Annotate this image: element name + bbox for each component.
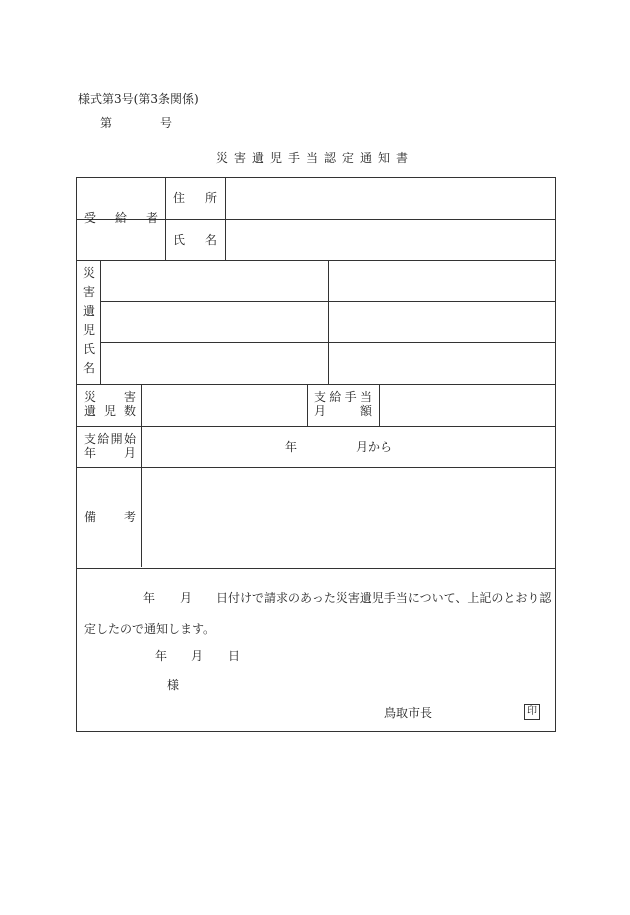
date-day: 日 — [228, 649, 241, 663]
rule — [100, 260, 101, 384]
label-char: 考 — [123, 510, 136, 524]
label-char: 氏 — [173, 233, 186, 247]
notice-month: 月 — [180, 591, 193, 605]
label-char: 備 — [84, 510, 97, 524]
start-year-suffix: 年 — [285, 440, 298, 454]
payment-start-label — [84, 432, 136, 460]
rule — [77, 426, 555, 427]
label-char: 受 — [84, 211, 97, 225]
rule — [225, 178, 226, 260]
start-month-suffix: 月から — [356, 440, 393, 454]
label-char: 額 — [359, 404, 372, 418]
number-suffix: 号 — [160, 116, 173, 130]
date-year: 年 — [155, 649, 168, 663]
label-char: 数 — [123, 404, 136, 418]
name-label — [173, 233, 217, 247]
document-title: 災害遺児手当認定通知書 — [215, 151, 414, 165]
form-number-label: 様式第3号(第3条関係) — [78, 92, 199, 106]
number-prefix: 第 — [100, 116, 113, 130]
date-month: 月 — [191, 649, 204, 663]
label-char: 住 — [173, 191, 186, 205]
label-char: 支 — [84, 432, 97, 446]
label-char: 名 — [204, 233, 217, 247]
label-char: 始 — [123, 432, 136, 446]
label-char: 所 — [204, 191, 217, 205]
label-char: 手 — [344, 390, 357, 404]
label-char: 月 — [123, 446, 136, 460]
label-char: 遺 — [84, 404, 97, 418]
recipient-label — [84, 211, 158, 225]
label-char: 給 — [97, 432, 110, 446]
rule — [77, 467, 555, 468]
label-char: 名 — [82, 361, 95, 375]
notice-year: 年 — [143, 591, 156, 605]
seal-mark: 印 — [524, 704, 540, 720]
notice-line2-text: 定したので通知します。 — [84, 622, 216, 636]
rule — [77, 384, 555, 385]
rule — [77, 568, 555, 569]
label-char: 災 — [84, 390, 97, 404]
monthly-amount-label — [314, 390, 372, 418]
orphan-count-label — [84, 390, 136, 418]
label-char: 児 — [103, 404, 116, 418]
notice-line1-text: 日付けで請求のあった災害遺児手当について、上記のとおり認 — [216, 591, 552, 605]
label-char: 月 — [314, 404, 327, 418]
rule — [307, 384, 308, 426]
label-char: 支 — [314, 390, 327, 404]
rule — [77, 260, 555, 261]
label-char: 遺 — [82, 304, 95, 318]
rule — [379, 384, 380, 426]
label-char: 児 — [82, 323, 95, 337]
rule — [141, 384, 142, 567]
notice-form-table — [76, 177, 556, 732]
address-label — [173, 191, 217, 205]
label-char: 害 — [82, 285, 95, 299]
addressee-suffix: 様 — [167, 678, 180, 692]
rule — [165, 219, 555, 220]
label-char: 者 — [145, 211, 158, 225]
orphan-names-label — [82, 264, 96, 378]
label-char: 開 — [110, 432, 123, 446]
rule — [165, 178, 166, 260]
issuer-name: 鳥取市長 — [384, 706, 433, 720]
label-char: 氏 — [82, 342, 95, 356]
label-char: 災 — [82, 266, 95, 280]
label-char: 給 — [114, 211, 127, 225]
rule — [328, 260, 329, 384]
label-char: 当 — [359, 390, 372, 404]
remarks-label — [84, 510, 136, 524]
label-char: 害 — [123, 390, 136, 404]
label-char: 給 — [329, 390, 342, 404]
label-char: 年 — [84, 446, 97, 460]
